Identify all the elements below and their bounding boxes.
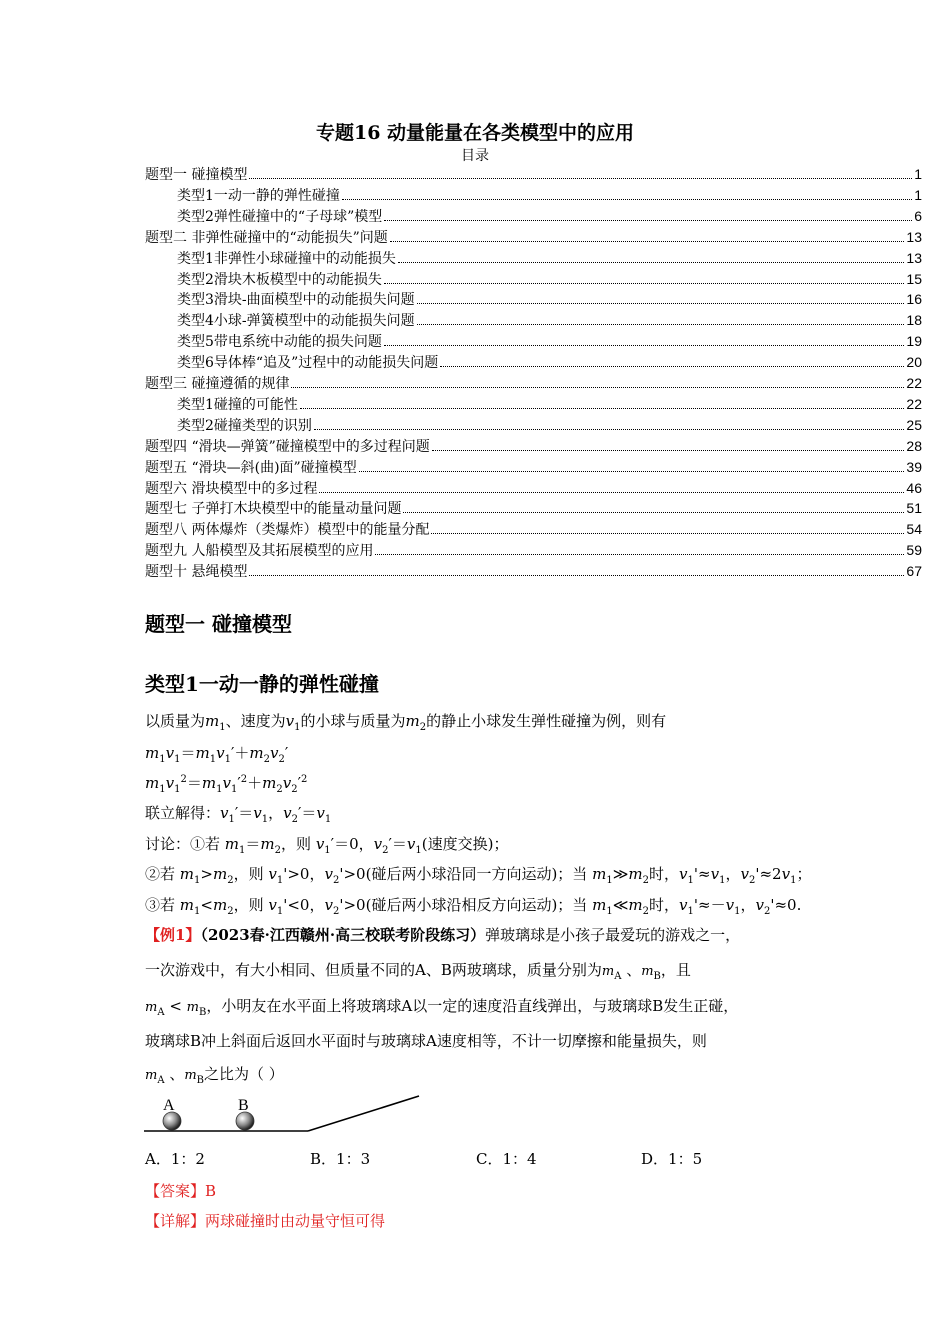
doc-title: 专题16 动量能量在各类模型中的应用 [315,122,635,144]
toc-entry-page: 13 [906,249,922,266]
toc-entry[interactable] [177,185,922,204]
toc-entry-page: 22 [906,395,922,412]
toc-entry-page: 25 [906,416,922,433]
toc-entry-title: 题型五 “滑块—斜(曲)面”碰撞模型 [145,459,357,476]
momentum-equation: $m_1v_1=m_1v_1'+m_2v_2'$ [145,744,289,765]
toc-entry-page: 15 [906,270,922,287]
example-line-3: $m_A < m_B$，小明友在水平面上将玻璃球A以一定的速度沿直线弹出，与玻璃球B发生正碰， [145,997,739,1018]
ball-b [236,1112,254,1130]
toc-entry-page: 28 [906,437,922,454]
toc-dot-leader [249,563,904,576]
section-heading: 题型一 碰撞模型 [145,612,292,636]
energy-equation: $m_1v_1^2=m_1v_1'^2+m_2v_2'^2$ [145,774,308,795]
toc-entry-page: 39 [906,458,922,475]
incline-line [308,1096,419,1131]
toc-dot-leader [300,396,905,409]
toc-entry-title: 题型三 碰撞遵循的规律 [145,376,290,392]
toc-entry-page: 6 [914,207,922,224]
toc-entry-title: 题型一 碰撞模型 [145,167,248,183]
option-b: B．1：3 [310,1150,371,1168]
toc-entry[interactable] [177,206,922,225]
toc-entry-title: 题型八 两体爆炸（类爆炸）模型中的能量分配 [145,522,430,539]
toc-dot-leader [375,542,904,555]
ball-b-label: B [238,1097,249,1114]
toc-entry-title: 题型六 滑块模型中的多过程 [145,480,318,497]
toc-entry-page: 13 [906,228,922,245]
toc-entry[interactable] [145,373,922,392]
toc-entry-page: 16 [906,291,922,308]
example-line-2: 一次游戏中，有大小相同、但质量不同的A、B两玻璃球，质量分别为$m_A$ 、$m_B$，且 [145,961,691,982]
toc-dot-leader [342,187,912,200]
toc-entry-title: 类型4小球-弹簧模型中的动能损失问题 [177,313,415,330]
toc-entry[interactable] [145,457,922,476]
toc-entry[interactable] [177,289,922,308]
toc-entry[interactable] [177,248,922,267]
toc-entry-title: 类型5带电系统中动能的损失问题 [177,334,382,351]
toc-dot-leader [249,166,912,179]
intro-paragraph: 以质量为$m_1$、速度为$v_1$的小球与质量为$m_2$的静止小球发生弹性碰撞为例，则有 [145,712,667,733]
toc-entry-page: 46 [906,479,922,496]
option-a: A．1：2 [145,1150,205,1168]
solution-line: 联立解得：$v_1'=v_1$，$v_2'=v_1$ [145,804,332,825]
toc-entry-title: 题型十 悬绳模型 [145,564,248,581]
example-line-1: 【例1】（2023春·江西赣州·高三校联考阶段练习）弹玻璃球是小孩子最爱玩的游戏之一， [145,926,741,944]
toc-entry-title: 类型3滑块-曲面模型中的动能损失问题 [177,292,415,309]
toc-entry-page: 20 [906,354,922,371]
toc-entry-page: 1 [914,186,922,203]
discussion-case-2: ②若 $m_1>m_2$，则 $v_1'>0$，$v_2'>0$(碰后两小球沿同一方向运动)；当 $m_1≫m_2$时，$v_1'\approx v_1$，$v_2'\approx 2v_1$； [145,865,812,886]
toc-entry-title: 类型2滑块木板模型中的动能损失 [177,271,382,288]
toc-entry[interactable] [177,415,922,434]
toc-entry[interactable] [145,540,922,559]
toc-dot-leader [384,208,912,221]
toc-dot-leader [384,333,905,346]
toc-dot-leader [390,229,905,242]
toc-entry[interactable] [177,269,922,288]
toc-entry-title: 类型1碰撞的可能性 [177,396,298,413]
discussion-case-1: 讨论：①若 $m_1=m_2$，则 $v_1'=0$，$v_2'=v_1$(速度交换)； [145,835,509,856]
toc-dot-leader [440,354,904,367]
toc-entry-page: 22 [906,375,922,391]
toc-entry-title: 题型九 人船模型及其拓展模型的应用 [145,543,374,560]
toc-entry-page: 19 [906,333,922,350]
toc-entry-title: 类型2弹性碰撞中的“子母球”模型 [177,208,383,225]
toc-entry-title: 类型6导体棒“追及”过程中的动能损失问题 [177,355,439,372]
toc-entry[interactable] [145,164,922,183]
toc-entry-title: 题型二 非弹性碰撞中的“动能损失”问题 [145,229,388,246]
toc-entry[interactable] [145,436,922,455]
detail-line: 【详解】两球碰撞时由动量守恒可得 [145,1212,386,1230]
ball-a [163,1112,181,1130]
option-c: C．1：4 [476,1150,537,1168]
toc-entry[interactable] [145,519,922,538]
toc-dot-leader [319,480,904,493]
toc-dot-leader [314,417,905,430]
answer-line: 【答案】B [145,1182,217,1200]
toc-entry-page: 18 [906,312,922,329]
toc-entry[interactable] [177,331,922,350]
ball-a-label: A [163,1097,175,1114]
toc-entry[interactable] [145,227,922,246]
toc-dot-leader [417,291,905,304]
toc-entry-page: 1 [914,166,922,182]
collision-figure [140,1090,425,1138]
subsection-heading: 类型1一动一静的弹性碰撞 [145,672,379,696]
toc-dot-leader [398,250,905,263]
toc-label: 目录 [461,148,489,164]
toc-entry-title: 类型1非弹性小球碰撞中的动能损失 [177,250,396,267]
toc-entry-page: 59 [906,542,922,559]
toc-entry[interactable] [177,310,922,329]
toc-dot-leader [417,312,905,325]
toc-entry[interactable] [177,352,922,371]
toc-entry-title: 题型七 子弹打木块模型中的能量动量问题 [145,501,402,518]
example-line-5: $m_A$ 、$m_B$之比为（ ） [145,1065,284,1086]
toc-entry[interactable] [177,394,922,413]
toc-entry[interactable] [145,478,922,497]
discussion-case-3: ③若 $m_1<m_2$，则 $v_1'<0$，$v_2'>0$(碰后两小球沿相反方向运动)；当 $m_1≪m_2$时，$v_1'\approx-v_1$，$v_2'\approx 0$. [145,896,802,917]
example-line-4: 玻璃球B冲上斜面后返回水平面时与玻璃球A速度相等，不计一切摩擦和能量损失，则 [145,1032,707,1050]
toc-dot-leader [403,500,904,513]
toc-entry-page: 67 [906,563,922,580]
toc-entry[interactable] [145,561,922,580]
option-d: D．1：5 [641,1150,703,1168]
toc-entry-page: 51 [906,500,922,517]
toc-dot-leader [359,459,905,472]
toc-entry-title: 类型2碰撞类型的识别 [177,417,312,434]
toc-entry-page: 54 [906,521,922,538]
toc-dot-leader [431,521,904,534]
toc-dot-leader [384,271,905,284]
toc-entry-title: 类型1一动一静的弹性碰撞 [177,187,340,204]
toc-dot-leader [291,375,904,388]
toc-entry[interactable] [145,498,922,517]
toc-entry-title: 题型四 “滑块—弹簧”碰撞模型中的多过程问题 [145,438,430,455]
toc-dot-leader [432,438,905,451]
